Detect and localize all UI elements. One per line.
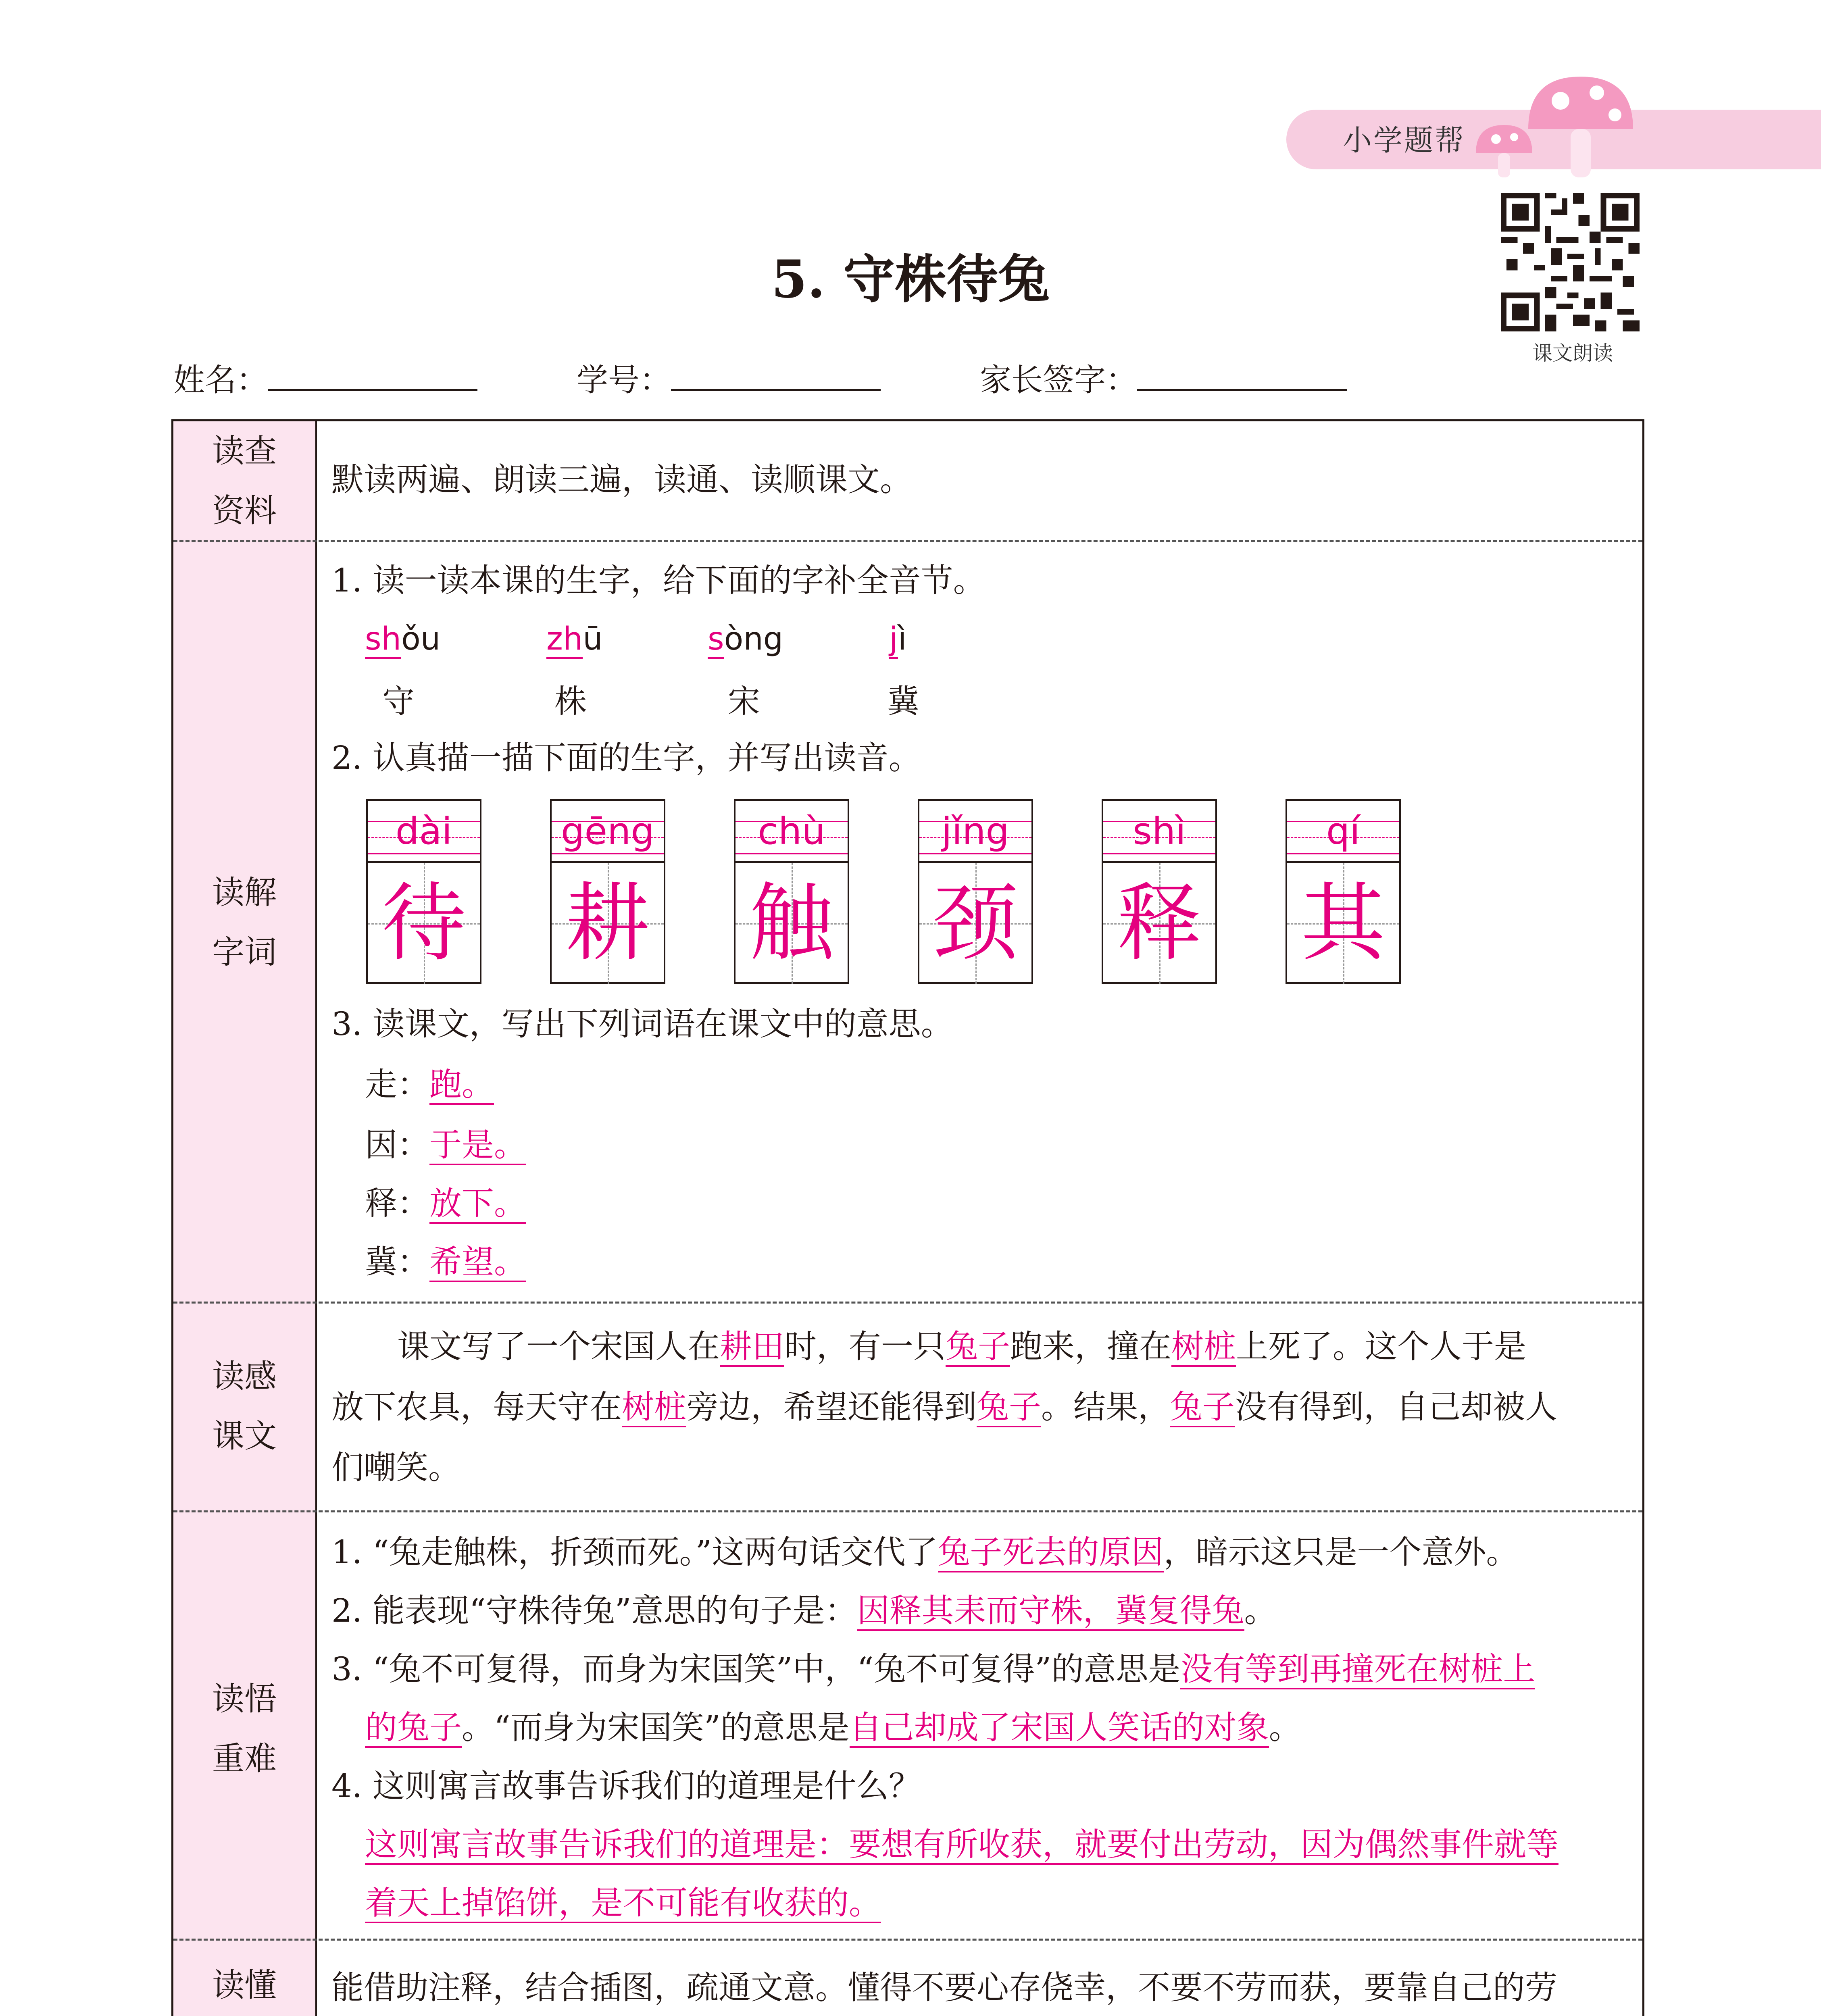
pinyin-character: 冀 — [887, 683, 919, 720]
student-id-field[interactable] — [577, 355, 881, 400]
parent-signature-blank[interactable] — [1137, 365, 1347, 391]
brand-name: 小学题帮 — [1343, 123, 1466, 157]
key-answer-4: 这则寓言故事告诉我们的道理是：要想有所收获，就要付出劳动，因为偶然事件就等 — [365, 1824, 1558, 1865]
row-label-text-feel: 读感 课文 — [212, 1358, 277, 1455]
vocab-question-3: 3. 读课文，写出下列词语在课文中的意思。 — [331, 1005, 953, 1043]
row-label-key-points: 读悟 重难 — [212, 1680, 277, 1777]
key-question-1: 1. “兔走触株，折颈而死。”这两句话交代了兔子死去的原因，暗示这只是一个意外。 — [331, 1532, 1519, 1572]
pinyin-character: 宋 — [728, 683, 760, 720]
name-field[interactable] — [173, 355, 477, 400]
student-id-blank[interactable] — [671, 365, 881, 391]
row-divider — [173, 1939, 1642, 1941]
meaning-item: 释：放下。 — [365, 1183, 526, 1224]
parent-signature-field[interactable] — [980, 355, 1347, 400]
row-label-read-check: 读查 资料 — [212, 432, 277, 529]
vocab-question-2: 2. 认真描一描下面的生字，并写出读音。 — [331, 739, 921, 777]
mushroom-icon — [1468, 69, 1637, 181]
row-divider — [173, 1302, 1642, 1304]
key-question-4: 4. 这则寓言故事告诉我们的道理是什么？ — [331, 1767, 921, 1805]
student-id-label: 学号： — [577, 362, 671, 398]
parent-signature-label: 家长签字： — [980, 362, 1138, 398]
summary-line: 放下农具，每天守在树桩旁边，希望还能得到兔子。结果，兔子没有得到，自己却被人 — [331, 1387, 1557, 1427]
key-question-3-cont: 的兔子。“而身为宋国笑”的意思是自己却成了宋国人笑话的对象。 — [365, 1708, 1301, 1748]
tracing-box[interactable]: qí 其 — [1286, 799, 1401, 984]
summary-line: 课文写了一个宋国人在耕田时，有一只兔子跑来，撞在树桩上死了。这个人于是 — [397, 1327, 1526, 1367]
key-answer-4: 着天上掉馅饼，是不可能有收获的。 — [365, 1883, 881, 1923]
column-divider — [315, 419, 317, 2016]
key-question-3: 3. “兔不可复得，而身为宋国笑”中，“兔不可复得”的意思是没有等到再撞死在树桩上 — [331, 1649, 1535, 1689]
pinyin-item: zhū — [546, 621, 603, 657]
meaning-item: 冀：希望。 — [365, 1242, 526, 1282]
row-label-vocab: 读解 字词 — [212, 874, 277, 971]
summary-line: 们嘲笑。 — [331, 1449, 460, 1486]
qr-caption: 课文朗读 — [1532, 342, 1613, 365]
method-text: 能借助注释，结合插图，疏通文意。懂得不要心存侥幸，不要不劳而获，要靠自己的劳 — [331, 1969, 1557, 2006]
tracing-box[interactable]: dài 待 — [366, 799, 481, 984]
pinyin-character: 株 — [554, 683, 587, 720]
meaning-item: 因：于是。 — [365, 1125, 526, 1165]
pinyin-item: jì — [889, 621, 906, 657]
name-blank[interactable] — [268, 365, 477, 391]
tracing-box[interactable]: chù 触 — [734, 799, 849, 984]
tracing-box[interactable]: gēng 耕 — [550, 799, 665, 984]
page-title: 5. 守株待兔 — [771, 249, 1050, 310]
tracing-box[interactable]: jǐng 颈 — [918, 799, 1033, 984]
pinyin-character: 守 — [382, 683, 415, 720]
key-question-2: 2. 能表现“守株待兔”意思的句子是：因释其耒而守株，冀复得兔。 — [331, 1591, 1277, 1631]
read-check-text: 默读两遍、朗读三遍，读通、读顺课文。 — [331, 461, 912, 498]
pinyin-item: shǒu — [365, 621, 440, 657]
vocab-question-1: 1. 读一读本课的生字，给下面的字补全音节。 — [331, 562, 986, 599]
pinyin-item: sòng — [708, 621, 783, 657]
meaning-item: 走：跑。 — [365, 1064, 494, 1105]
tracing-box[interactable]: shì 释 — [1102, 799, 1217, 984]
name-label: 姓名： — [173, 362, 268, 398]
row-divider — [173, 1510, 1642, 1512]
row-divider — [173, 540, 1642, 542]
row-label-method: 读懂 — [212, 1966, 277, 2004]
